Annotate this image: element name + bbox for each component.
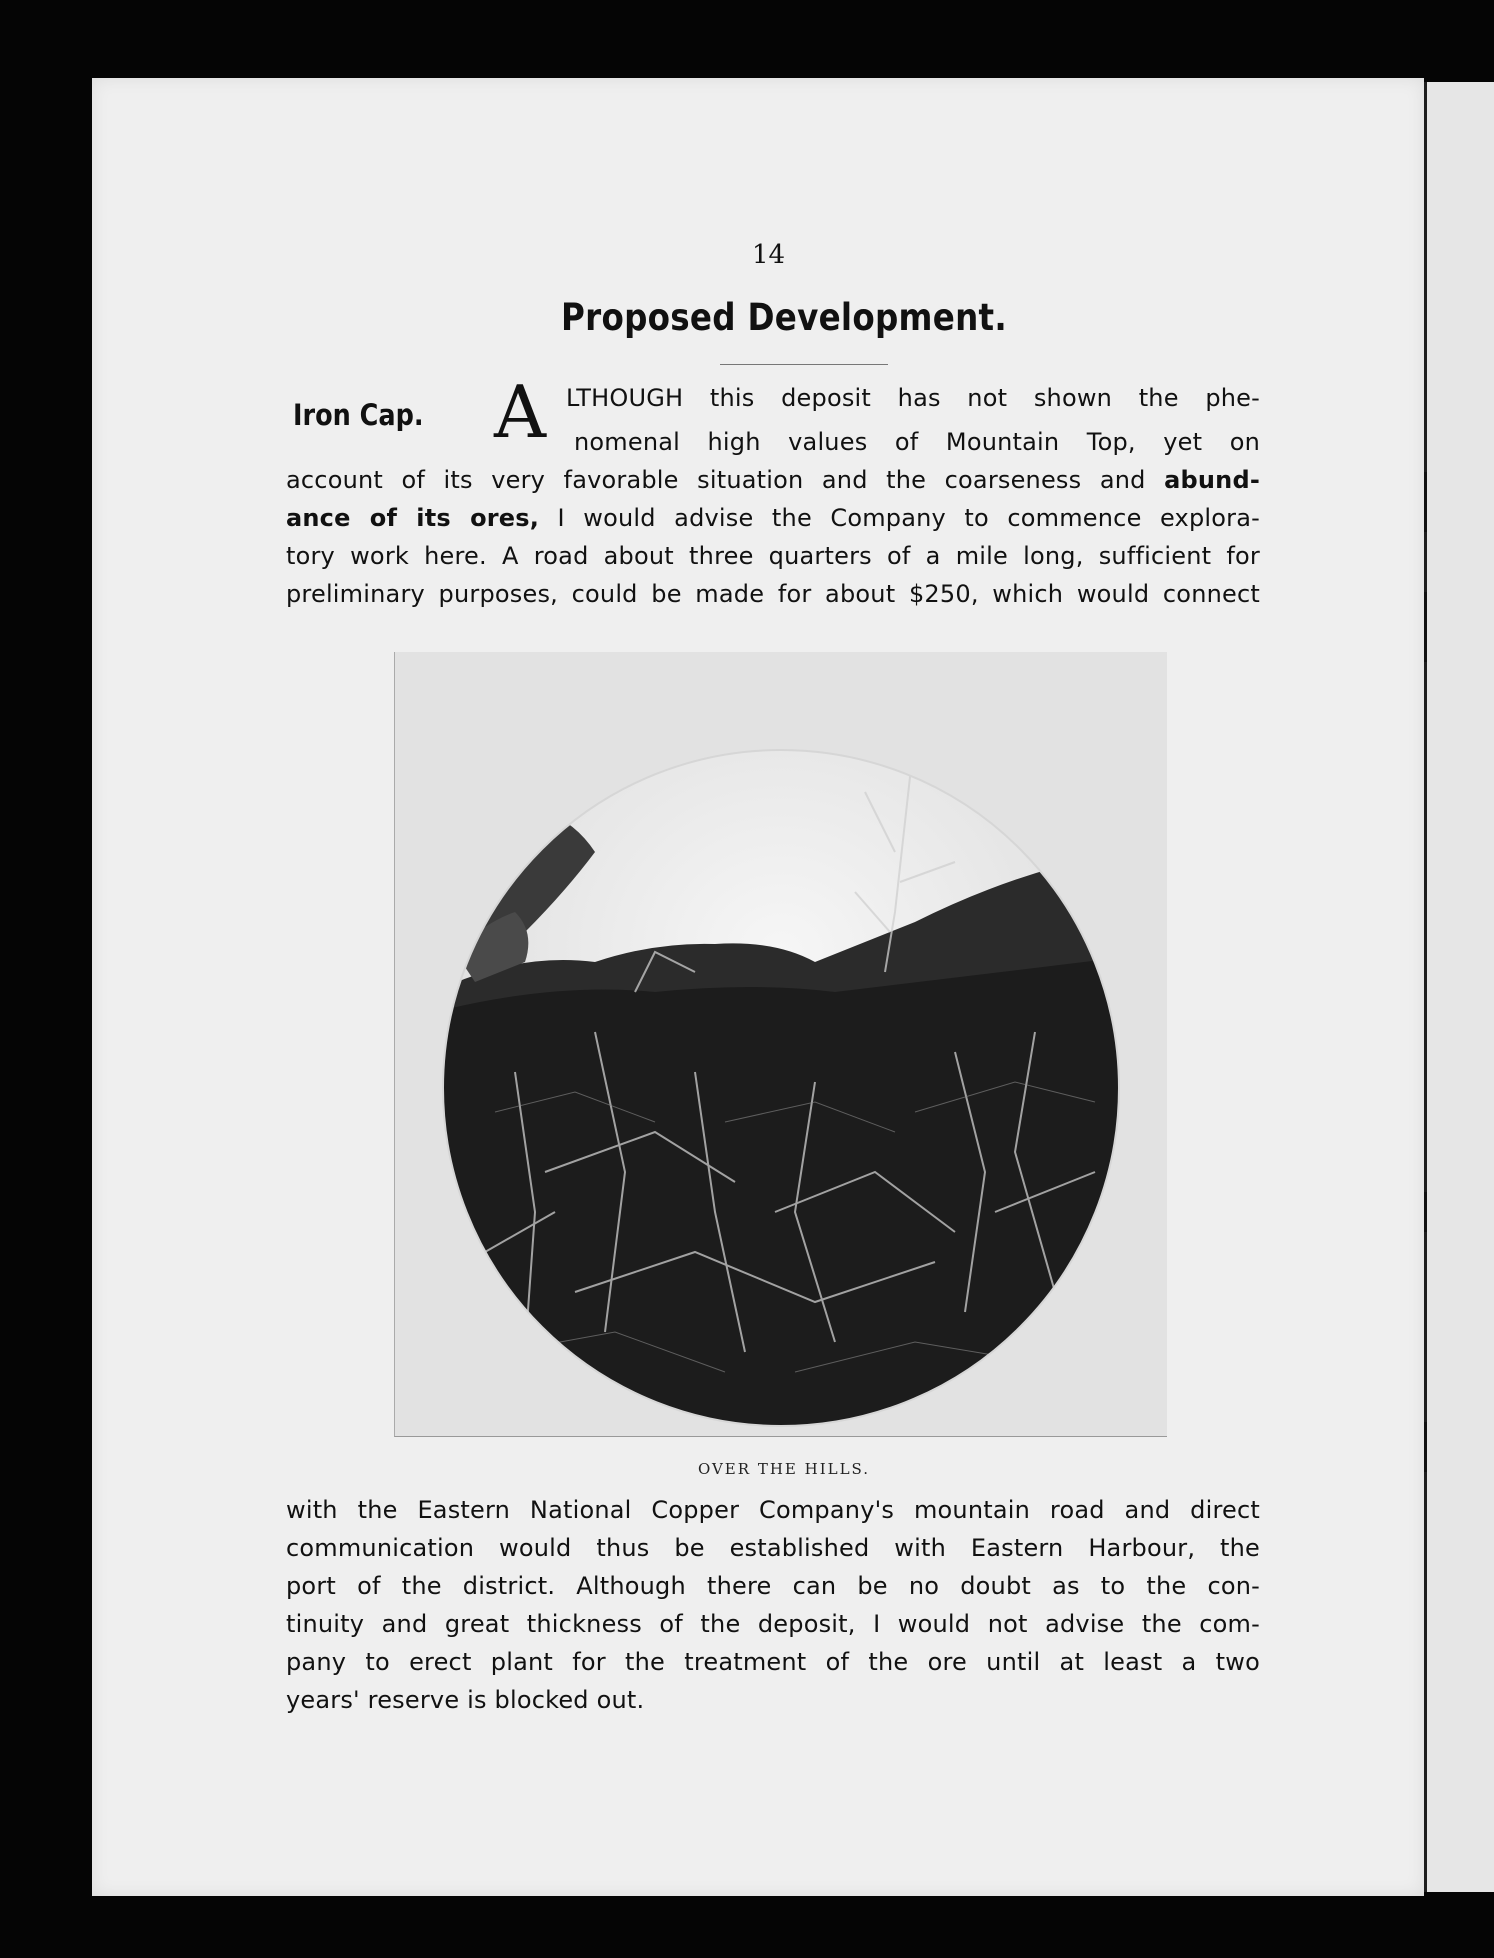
facing-page-edge xyxy=(1424,82,1494,1892)
para1-line: nomenal high values of Mountain Top, yet on xyxy=(574,428,1260,456)
para2-line: communication would thus be established with Eastern Harbour, the xyxy=(286,1534,1260,1562)
para1-line: tory work here. A road about three quarters of a mile long, sufficient for xyxy=(286,542,1260,570)
para1-line-text: I would advise the Company to commence explora- xyxy=(557,504,1260,532)
para2-line: tinuity and great thickness of the deposit, I would not advise the com- xyxy=(286,1610,1260,1638)
title-rule xyxy=(720,364,888,365)
page-title: Proposed Development. xyxy=(561,296,1007,339)
bold-phrase: ance of its ores, xyxy=(286,504,540,532)
para1-line xyxy=(286,504,1260,532)
para2-line: pany to erect plant for the treatment of the ore until at least a two xyxy=(286,1648,1260,1676)
photograph xyxy=(394,652,1167,1437)
bold-word: abund- xyxy=(1164,466,1260,494)
page-number: 14 xyxy=(752,240,786,270)
para2-line: port of the district. Although there can be no doubt as to the con- xyxy=(286,1572,1260,1600)
para1-line: LTHOUGH this deposit has not shown the phe- xyxy=(566,384,1260,412)
side-heading: Iron Cap. xyxy=(293,398,424,432)
para1-line xyxy=(286,466,1260,494)
para1-line-text: account of its very favorable situation and the coarseness and xyxy=(286,466,1146,494)
drop-cap: A xyxy=(494,370,546,454)
para2-line: years' reserve is blocked out. xyxy=(286,1686,645,1714)
para2-line: with the Eastern National Copper Company's mountain road and direct xyxy=(286,1496,1260,1524)
photo-caption: OVER THE HILLS. xyxy=(697,1460,871,1478)
landscape-photo-illustration xyxy=(395,652,1167,1436)
para1-line: preliminary purposes, could be made for about $250, which would connect xyxy=(286,580,1260,608)
